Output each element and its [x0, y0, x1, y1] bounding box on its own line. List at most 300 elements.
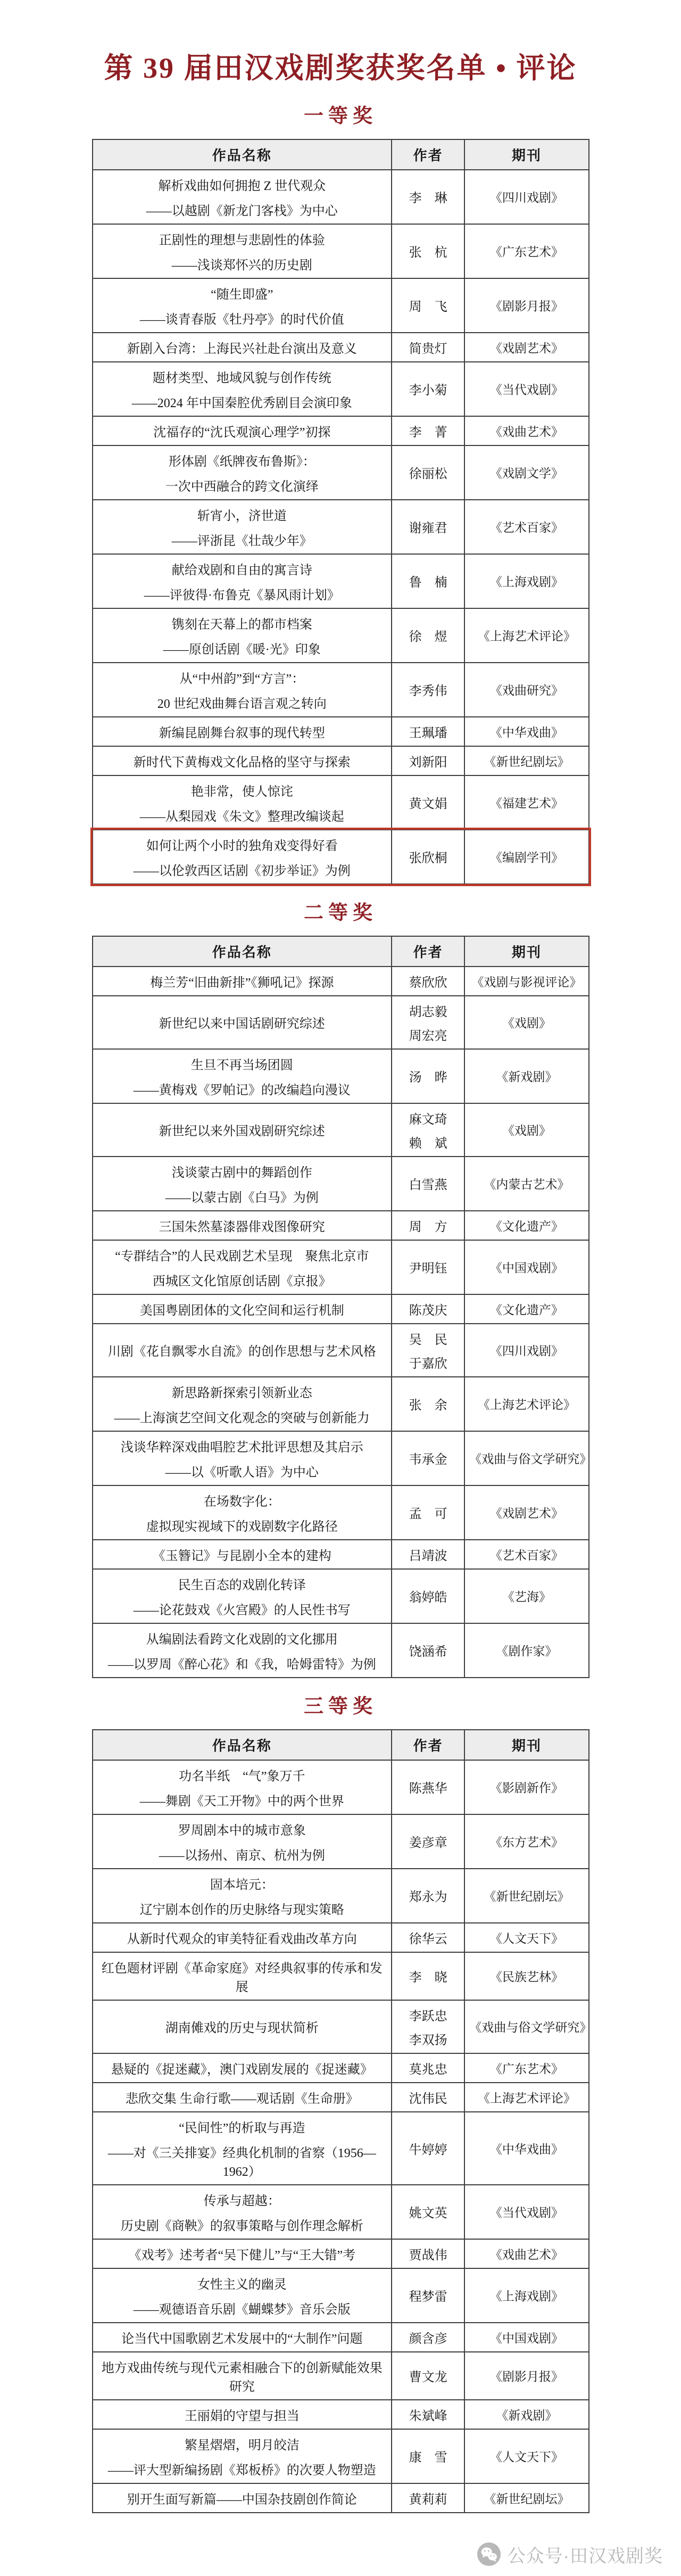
author-name: 谢雍君: [409, 522, 447, 536]
col-header-author: 作者: [392, 936, 464, 967]
author-cell: [392, 1540, 464, 1569]
table-row-highlighted: [93, 830, 589, 884]
author-cell: [392, 2323, 464, 2352]
journal-name: 《东方艺术》: [489, 1836, 563, 1850]
work-cell: [93, 830, 392, 884]
work-cell: [93, 278, 392, 333]
work-title-line: ——黄梅戏《罗帕记》的改编趋向漫议: [133, 1083, 351, 1097]
author-cell: [392, 2429, 464, 2483]
work-title-line: ——谈青春版《牡丹亭》的时代价值: [139, 312, 344, 327]
work-title-line: 斩宵小，济世道: [197, 509, 287, 523]
work-cell: [93, 1211, 392, 1240]
work-title-line: ——上海演艺空间文化观念的突破与创新能力: [114, 1411, 370, 1425]
journal-cell: [464, 500, 588, 554]
journal-name: 《戏剧》: [502, 1124, 551, 1138]
work-cell: [93, 1623, 392, 1678]
author-name: 张 杭: [409, 246, 447, 260]
table-row: [93, 333, 589, 362]
table-row: [93, 717, 589, 746]
work-cell: [93, 1869, 392, 1923]
author-cell: [392, 416, 464, 445]
author-cell: [392, 1377, 464, 1431]
awards-table-third-prize: [92, 1729, 592, 2513]
work-title-line: 女性主义的幽灵: [197, 2277, 287, 2292]
work-title-line: 传承与超越：: [203, 2194, 280, 2208]
work-cell: [93, 2112, 392, 2185]
work-title-line: ——以伦敦西区话剧《初步举证》为例: [133, 864, 351, 878]
author-name: 李小菊: [409, 384, 447, 398]
table-row: [93, 1569, 589, 1623]
author-name: 蔡欣欣: [409, 976, 447, 990]
journal-cell: [464, 775, 588, 830]
author-cell: [392, 830, 464, 884]
work-title-line: 新编昆剧舞台叙事的现代转型: [159, 726, 325, 740]
journal-name: 《戏曲与俗文学研究》: [469, 1452, 592, 1466]
author-name: 颜含彦: [409, 2332, 447, 2346]
table-row: [93, 1324, 589, 1377]
work-title-line: ——以《听歌人语》为中心: [165, 1465, 319, 1480]
work-cell: [93, 500, 392, 554]
table-row: [93, 2268, 589, 2323]
work-cell: [93, 1103, 392, 1157]
author-name: 贾战伟: [409, 2248, 447, 2263]
author-name: 姜彦章: [409, 1836, 447, 1851]
work-title-line: 镌刻在天幕上的都市档案: [171, 617, 312, 632]
work-cell: [93, 2185, 392, 2239]
author-cell: [392, 967, 464, 996]
author-cell: [392, 1049, 464, 1103]
work-title-line: 梅兰芳“旧曲新排”《狮吼记》探源: [150, 976, 334, 990]
author-name: 郑永为: [409, 1890, 447, 1905]
work-title-line: 一次中西融合的跨文化演绎: [165, 480, 319, 494]
journal-name: 《剧影月报》: [489, 300, 563, 313]
work-title-line: 形体剧《纸牌夜布鲁斯》：: [168, 455, 315, 469]
table-row: [93, 2000, 589, 2053]
work-cell: [93, 1760, 392, 1814]
journal-name: 《四川戏剧》: [489, 1344, 563, 1358]
work-title-line: 解析戏曲如何拥抱 Z 世代观众: [158, 179, 326, 193]
author-name: 张 余: [409, 1399, 447, 1413]
work-cell: [93, 554, 392, 608]
author-cell: [392, 1485, 464, 1540]
work-title-line: ——以越剧《新龙门客栈》为中心: [146, 204, 338, 218]
work-cell: [93, 1485, 392, 1540]
author-cell: [392, 2352, 464, 2400]
work-title-line: “专群结合”的人民戏剧艺术呈现 聚焦北京市: [115, 1249, 369, 1264]
journal-cell: [464, 333, 588, 362]
table-row: [93, 775, 589, 830]
author-name: 陈燕华: [409, 1782, 447, 1796]
work-title-line: 新世纪以来中国话剧研究综述: [159, 1017, 325, 1031]
work-title-line: 新世纪以来外国戏剧研究综述: [159, 1125, 325, 1139]
journal-cell: [464, 2352, 588, 2400]
work-cell: [93, 1431, 392, 1485]
journal-name: 《上海戏剧》: [489, 2290, 563, 2303]
work-title-line: ——评彼得·布鲁克《暴风雨计划》: [144, 588, 340, 602]
work-title-line: 《玉簪记》与昆剧小全本的建构: [152, 1549, 331, 1563]
work-title-line: 浅谈蒙古剧中的舞蹈创作: [171, 1166, 312, 1180]
table-row: [93, 967, 589, 996]
journal-name: 《新世纪剧坛》: [484, 755, 570, 769]
author-name: 饶涵希: [409, 1645, 447, 1659]
journal-cell: [464, 416, 588, 445]
table-row: [93, 996, 589, 1049]
table-header-row: [93, 936, 589, 967]
author-cell: [392, 1569, 464, 1623]
author-name: 牛婷婷: [409, 2143, 447, 2157]
work-title-line: 美国粤剧团体的文化空间和运行机制: [139, 1303, 344, 1318]
journal-cell: [464, 2185, 588, 2239]
work-title-line: ——对《三关排宴》经典化机制的省察（1956—1962）: [107, 2146, 376, 2179]
author-name: 李 菁: [409, 425, 447, 440]
journal-name: 《广东艺术》: [489, 245, 563, 259]
author-name: 韦承金: [409, 1453, 447, 1467]
work-title-line: ——原创话剧《暖·光》印象: [163, 642, 321, 657]
section-heading-second-prize: 二等奖: [304, 902, 377, 924]
journal-cell: [464, 2112, 588, 2185]
work-cell: [93, 663, 392, 717]
col-header-journal: 期刊: [464, 936, 588, 967]
work-cell: [93, 1569, 392, 1623]
table-row: [93, 278, 589, 333]
work-cell: [93, 1377, 392, 1431]
journal-name: 《艺术百家》: [489, 1548, 563, 1562]
author-cell: [392, 1760, 464, 1814]
journal-name: 《中国戏剧》: [489, 1261, 563, 1275]
author-name: 黄文娟: [409, 797, 447, 812]
table-row: [93, 608, 589, 663]
author-name: 程梦雷: [409, 2290, 447, 2305]
table-row: [93, 1211, 589, 1240]
journal-name: 《戏曲与俗文学研究》: [469, 2021, 592, 2035]
work-cell: [93, 608, 392, 663]
work-title-line: ——以扬州、南京、杭州为例: [159, 1848, 325, 1863]
journal-name: 《上海艺术评论》: [477, 2091, 576, 2105]
author-cell: [392, 1431, 464, 1485]
author-name: 孟 可: [409, 1507, 447, 1522]
table-row: [93, 2483, 589, 2513]
author-cell: [392, 1923, 464, 1952]
awards-table-first-prize: [92, 139, 589, 885]
work-title-line: ——2024 年中国秦腔优秀剧目会演印象: [131, 396, 352, 410]
work-title-line: “随生即盛”: [211, 287, 273, 302]
work-title-line: ——舞剧《天工开物》中的两个世界: [139, 1794, 344, 1809]
author-name: 吕靖波: [409, 1549, 447, 1563]
footer-label: 公众号·田汉戏剧奖: [507, 2546, 663, 2566]
table-row: [93, 416, 589, 445]
work-title-line: 川剧《花自飘零水自流》的创作思想与艺术风格: [107, 1345, 376, 1359]
journal-name: 《文化遗产》: [489, 1303, 563, 1317]
work-title-line: 悬疑的《捉迷藏》，澳门戏剧发展的《捉迷藏》: [111, 2062, 373, 2077]
table-row: [93, 2053, 589, 2083]
author-name: 李双扬: [409, 2033, 447, 2047]
table-row: [93, 500, 589, 554]
work-cell: [93, 224, 392, 278]
journal-cell: [464, 278, 588, 333]
work-cell: [93, 445, 392, 500]
journal-cell: [464, 1211, 588, 1240]
work-cell: [93, 170, 392, 224]
table-row: [93, 2352, 589, 2400]
award-sections: [0, 100, 681, 2513]
work-title-line: 如何让两个小时的独角戏变得好看: [146, 839, 338, 853]
author-cell: [392, 2112, 464, 2185]
author-cell: [392, 775, 464, 830]
work-title-line: 献给戏剧和自由的寓言诗: [171, 563, 312, 577]
table-header-row: [93, 139, 589, 170]
journal-name: 《戏曲艺术》: [489, 2248, 563, 2261]
section-heading-first-prize: 一等奖: [304, 105, 377, 127]
work-title-line: ——评大型新编扬剧《郑板桥》的次要人物塑造: [107, 2463, 376, 2478]
author-cell: [392, 2185, 464, 2239]
work-cell: [93, 746, 392, 775]
work-cell: [93, 1952, 392, 2000]
work-title-line: 繁星熠熠，明月皎洁: [184, 2438, 300, 2453]
journal-cell: [464, 1157, 588, 1211]
author-cell: [392, 1294, 464, 1324]
table-header-row: [93, 1730, 589, 1760]
table-row: [93, 1431, 589, 1485]
author-name: 胡志毅: [409, 1005, 447, 1019]
work-cell: [93, 2053, 392, 2083]
journal-cell: [464, 1103, 588, 1157]
work-cell: [93, 2323, 392, 2352]
work-title-line: ——论花鼓戏《火宫殿》的人民性书写: [133, 1603, 351, 1617]
journal-name: 《上海戏剧》: [489, 575, 563, 589]
col-header-journal: 期刊: [464, 139, 588, 170]
author-name: 汤 晔: [409, 1071, 447, 1085]
journal-name: 《民族艺林》: [489, 1970, 563, 1984]
author-name: 李跃忠: [409, 2009, 447, 2024]
author-cell: [392, 1869, 464, 1923]
table-row: [93, 1485, 589, 1540]
journal-name: 《新世纪剧坛》: [484, 1890, 570, 1904]
work-cell: [93, 1540, 392, 1569]
journal-cell: [464, 2268, 588, 2323]
work-title-line: 论当代中国歌剧艺术发展中的“大制作”问题: [121, 2332, 363, 2346]
author-name: 徐 煜: [409, 630, 447, 645]
work-title-line: 新剧入台湾：上海民兴社赴台演出及意义: [127, 342, 357, 356]
author-cell: [392, 996, 464, 1049]
journal-cell: [464, 170, 588, 224]
work-cell: [93, 2268, 392, 2323]
journal-cell: [464, 1814, 588, 1869]
work-cell: [93, 996, 392, 1049]
author-cell: [392, 2483, 464, 2513]
table-row: [93, 1540, 589, 1569]
journal-cell: [464, 2429, 588, 2483]
work-title-line: 在场数字化：: [203, 1495, 280, 1509]
work-cell: [93, 333, 392, 362]
table-row: [93, 554, 589, 608]
work-title-line: 从新时代观众的审美特征看戏曲改革方向: [127, 1932, 357, 1946]
journal-cell: [464, 1431, 592, 1485]
author-name: 麻文琦: [409, 1112, 447, 1127]
work-title-line: 别开生面写新篇——中国杂技剧创作简论: [127, 2492, 357, 2507]
journal-cell: [464, 608, 588, 663]
work-title-line: 地方戏曲传统与现代元素相融合下的创新赋能效果研究: [101, 2361, 383, 2394]
work-cell: [93, 2352, 392, 2400]
work-cell: [93, 2429, 392, 2483]
author-cell: [392, 2000, 464, 2053]
author-cell: [392, 746, 464, 775]
author-name: 李 琳: [409, 192, 447, 206]
work-title-line: 生旦不再当场团圆: [190, 1058, 293, 1072]
table-row: [93, 1869, 589, 1923]
work-title-line: 沈福存的“沈氏观演心理学”初探: [153, 425, 331, 440]
author-cell: [392, 1103, 464, 1157]
table-row: [93, 445, 589, 500]
author-cell: [392, 1211, 464, 1240]
journal-name: 《广东艺术》: [489, 2062, 563, 2076]
author-name: 刘新阳: [409, 755, 447, 770]
work-title-line: 湖南傩戏的历史与现状简析: [165, 2021, 319, 2036]
work-title-line: 悲欣交集 生命行歌——观话剧《生命册》: [125, 2092, 359, 2106]
work-title-line: 西城区文化馆原创话剧《京报》: [152, 1274, 331, 1289]
author-cell: [392, 278, 464, 333]
journal-name: 《新戏剧》: [496, 1070, 558, 1084]
work-cell: [93, 1324, 392, 1377]
work-title-line: 辽宁剧本创作的历史脉络与现实策略: [139, 1903, 344, 1917]
work-cell: [93, 1240, 392, 1294]
table-row: [93, 1157, 589, 1211]
work-cell: [93, 416, 392, 445]
journal-cell: [464, 663, 588, 717]
work-title-line: ——评浙昆《壮哉少年》: [171, 534, 312, 548]
work-cell: [93, 775, 392, 830]
author-name: 徐华云: [409, 1932, 447, 1946]
author-name: 尹明钰: [409, 1262, 447, 1276]
table-row: [93, 1623, 589, 1678]
journal-cell: [464, 2323, 588, 2352]
work-title-line: 红色题材评剧《革命家庭》对经典叙事的传承和发展: [101, 1961, 383, 1994]
work-title-line: “民间性”的析取与再造: [179, 2121, 305, 2135]
table-row: [93, 362, 589, 416]
work-title-line: 罗周剧本中的城市意象: [178, 1823, 306, 1838]
journal-cell: [464, 830, 588, 884]
work-title-line: 虚拟现实视域下的戏剧数字化路径: [146, 1520, 338, 1534]
table-row: [93, 1760, 589, 1814]
table-row: [93, 746, 589, 775]
journal-name: 《戏剧文学》: [489, 467, 563, 481]
author-name: 翁婷皓: [409, 1591, 447, 1605]
work-title-line: ——以蒙古剧《白马》为例: [165, 1191, 319, 1205]
journal-cell: [464, 2239, 588, 2268]
author-name: 姚文英: [409, 2207, 447, 2221]
author-cell: [392, 2239, 464, 2268]
work-cell: [93, 2083, 392, 2112]
journal-cell: [464, 554, 588, 608]
work-title-line: ——浅谈郑怀兴的历史剧: [171, 258, 312, 273]
work-title-line: 题材类型、地域风貌与创作传统: [152, 371, 331, 385]
work-title-line: 王丽娟的守望与担当: [184, 2409, 300, 2423]
journal-cell: [464, 2483, 588, 2513]
table-row: [93, 663, 589, 717]
journal-name: 《当代戏剧》: [489, 2206, 563, 2220]
table-row: [93, 1294, 589, 1324]
journal-cell: [464, 2400, 588, 2429]
author-cell: [392, 2053, 464, 2083]
journal-name: 《新戏剧》: [496, 2408, 558, 2422]
journal-cell: [464, 746, 588, 775]
work-title-line: 《戏考》述考者“吴下健儿”与“王大错”考: [128, 2248, 356, 2263]
footer-watermark: [477, 2541, 663, 2567]
author-name: 周 飞: [409, 300, 447, 315]
work-cell: [93, 1294, 392, 1324]
work-cell: [93, 362, 392, 416]
author-cell: [392, 608, 464, 663]
work-title-line: 历史剧《商鞅》的叙事策略与创作理念解析: [120, 2219, 363, 2233]
journal-cell: [464, 362, 588, 416]
work-cell: [93, 1157, 392, 1211]
table-row: [93, 1377, 589, 1431]
author-name: 鲁 楠: [409, 576, 447, 590]
journal-cell: [464, 967, 588, 996]
col-header-work: 作品名称: [93, 936, 392, 967]
work-cell: [93, 2239, 392, 2268]
journal-cell: [464, 1869, 588, 1923]
work-cell: [93, 2400, 392, 2429]
journal-cell: [464, 1952, 588, 2000]
author-name: 曹文龙: [409, 2371, 447, 2385]
journal-name: 《戏曲研究》: [489, 684, 563, 698]
author-name: 李秀伟: [409, 684, 447, 699]
journal-name: 《影剧新作》: [489, 1781, 563, 1795]
work-title-line: 新时代下黄梅戏文化品格的坚守与探索: [133, 755, 351, 770]
journal-cell: [464, 2053, 588, 2083]
journal-cell: [464, 224, 588, 278]
journal-cell: [464, 717, 588, 746]
journal-name: 《编剧学刊》: [489, 851, 563, 865]
journal-cell: [464, 1377, 588, 1431]
author-cell: [392, 445, 464, 500]
journal-name: 《中华戏曲》: [489, 2142, 563, 2156]
journal-cell: [464, 1324, 588, 1377]
journal-cell: [464, 1540, 588, 1569]
table-row: [93, 224, 589, 278]
table-row: [93, 2323, 589, 2352]
work-title-line: 从编剧法看跨文化戏剧的文化挪用: [146, 1632, 338, 1647]
author-cell: [392, 1814, 464, 1869]
author-name: 周宏亮: [409, 1029, 447, 1043]
journal-name: 《四川戏剧》: [489, 191, 563, 205]
journal-name: 《福建艺术》: [489, 797, 563, 811]
author-cell: [392, 2268, 464, 2323]
author-cell: [392, 1623, 464, 1678]
journal-name: 《剧作家》: [496, 1645, 558, 1658]
col-header-work: 作品名称: [93, 1730, 392, 1760]
journal-name: 《文化遗产》: [489, 1219, 563, 1233]
work-title-line: 浅谈华粹深戏曲唱腔艺术批评思想及其启示: [120, 1440, 363, 1455]
table-row: [93, 2400, 589, 2429]
author-cell: [392, 224, 464, 278]
author-cell: [392, 1240, 464, 1294]
work-cell: [93, 967, 392, 996]
col-header-author: 作者: [392, 1730, 464, 1760]
awards-table-second-prize: [92, 936, 592, 1678]
journal-name: 《当代戏剧》: [489, 383, 563, 397]
work-cell: [93, 1049, 392, 1103]
work-title-line: ——观德语音乐剧《蝴蝶梦》音乐会版: [133, 2302, 351, 2317]
author-name: 李 晓: [409, 1971, 447, 1985]
author-name: 周 方: [409, 1220, 447, 1234]
table-row: [93, 1240, 589, 1294]
work-title-line: 功名半纸 “气”象万千: [179, 1769, 305, 1784]
author-cell: [392, 717, 464, 746]
table-row: [93, 2239, 589, 2268]
table-row: [93, 1103, 589, 1157]
journal-cell: [464, 1049, 588, 1103]
